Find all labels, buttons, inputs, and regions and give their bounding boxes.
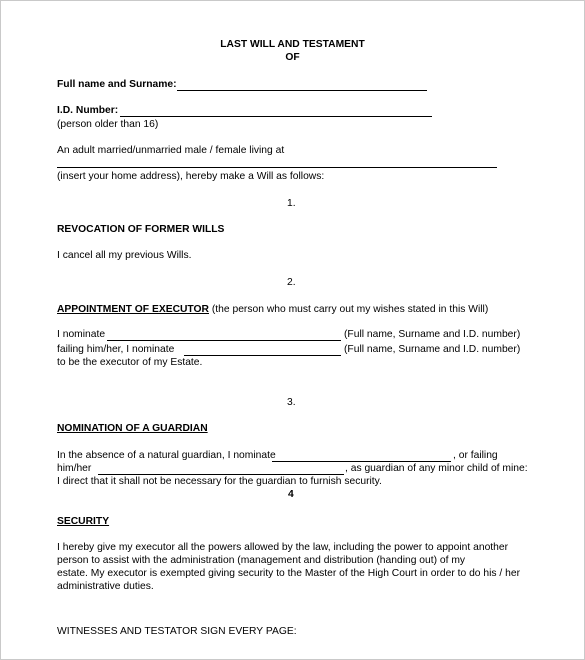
section-number-3: 3. — [287, 397, 296, 408]
executor-field[interactable] — [107, 340, 341, 341]
section-number-2: 2. — [287, 277, 296, 288]
guardian-line-1-start: In the absence of a natural guardian, I nominate — [57, 450, 276, 461]
witness-instruction: WITNESSES AND TESTATOR SIGN EVERY PAGE: — [57, 626, 297, 637]
revocation-text: I cancel all my previous Wills. — [57, 250, 192, 261]
home-address-field[interactable] — [57, 167, 497, 168]
section-number-1: 1. — [287, 198, 296, 209]
security-text-line: administrative duties. — [57, 581, 154, 592]
alternate-guardian-field[interactable] — [98, 474, 344, 475]
guardian-line-2-end: , as guardian of any minor child of mine: — [345, 463, 528, 474]
executor-closing-text: to be the executor of my Estate. — [57, 357, 203, 368]
document-title-of: OF — [285, 52, 300, 63]
full-name-label: Full name and Surname: — [57, 79, 177, 90]
section-number-4: 4 — [288, 489, 294, 500]
security-text-line: estate. My executor is exempted giving security to the Master of the High Court in order to do his / her — [57, 568, 521, 579]
alternate-executor-field[interactable] — [184, 355, 341, 356]
section-heading-executor: APPOINTMENT OF EXECUTOR — [57, 304, 209, 315]
guardian-line-2-start: him/her — [57, 463, 92, 474]
security-text-line: person to assist with the administration (management and distribution (handing out) of my — [57, 555, 466, 566]
id-number-label: I.D. Number: — [57, 105, 119, 116]
home-address-note: (insert your home address), hereby make a Will as follows: — [57, 171, 325, 182]
document-title: LAST WILL AND TESTAMENT — [220, 39, 365, 50]
executor-field-note: (Full name, Surname and I.D. number) — [344, 329, 521, 340]
section-heading-revocation: REVOCATION OF FORMER WILLS — [57, 224, 225, 235]
guardian-field[interactable] — [272, 461, 451, 462]
guardian-line-1-end: , or failing — [453, 450, 498, 461]
section-heading-security: SECURITY — [57, 516, 110, 527]
full-name-field[interactable] — [177, 90, 427, 91]
section-heading-guardian: NOMINATION OF A GUARDIAN — [57, 423, 208, 434]
guardian-security-text: I direct that it shall not be necessary for the guardian to furnish security. — [57, 476, 382, 487]
living-at-text: An adult married/unmarried male / female living at — [57, 145, 285, 156]
executor-heading-row — [57, 304, 488, 316]
id-number-note: (person older than 16) — [57, 119, 159, 130]
executor-failing-label: failing him/her, I nominate — [57, 344, 175, 355]
security-text-line: I hereby give my executor all the powers allowed by the law, including the power to appoint another — [57, 542, 509, 553]
alternate-executor-note: (Full name, Surname and I.D. number) — [344, 344, 521, 355]
executor-nominate-label: I nominate — [57, 329, 106, 340]
id-number-field[interactable] — [120, 116, 432, 117]
executor-heading-note: (the person who must carry out my wishes stated in this Will) — [211, 304, 489, 315]
